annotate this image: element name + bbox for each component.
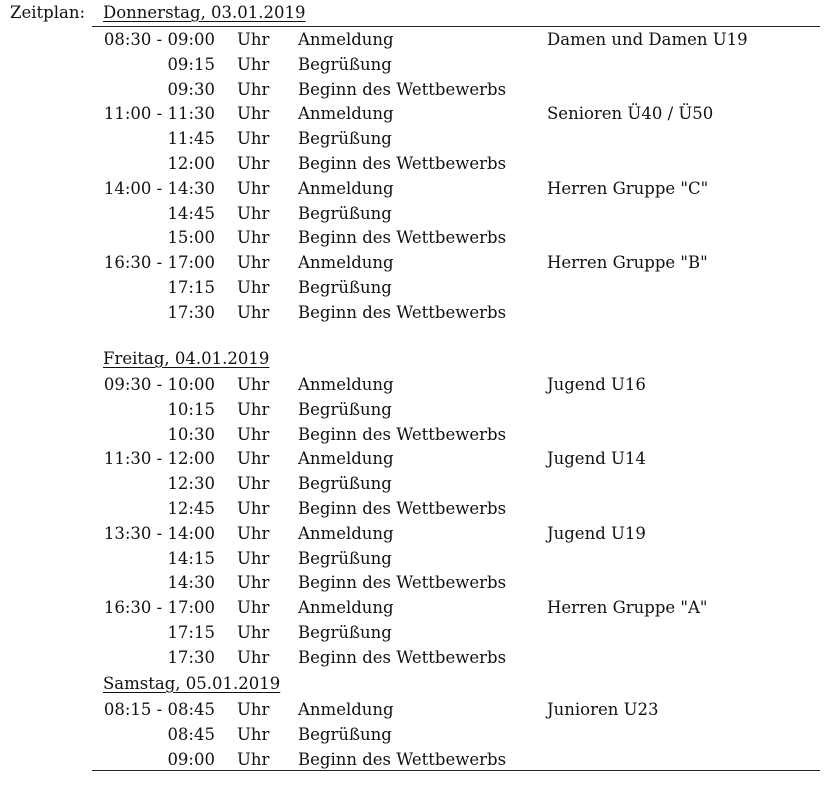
unit-cell: Uhr [237,400,270,419]
event-cell: Beginn des Wettbewerbs [298,80,507,99]
event-cell: Anmeldung [298,598,394,617]
time-cell: 09:30 [167,80,215,99]
time-cell: 08:45 [167,725,215,744]
time-cell: 11:00 - 11:30 [103,104,215,123]
group-cell: Herren Gruppe "A" [547,598,708,617]
time-cell: 10:30 [167,425,215,444]
unit-cell: Uhr [237,425,270,444]
time-cell: 08:15 - 08:45 [103,700,215,719]
schedule-label: Zeitplan: [10,3,85,22]
event-cell: Begrüßung [298,55,392,74]
time-cell: 14:00 - 14:30 [103,179,215,198]
unit-cell: Uhr [237,55,270,74]
event-cell: Beginn des Wettbewerbs [298,499,507,518]
unit-cell: Uhr [237,129,270,148]
unit-cell: Uhr [237,30,270,49]
time-cell: 12:00 [167,154,215,173]
event-cell: Begrüßung [298,129,392,148]
event-cell: Anmeldung [298,30,394,49]
unit-cell: Uhr [237,104,270,123]
event-cell: Beginn des Wettbewerbs [298,750,507,769]
unit-cell: Uhr [237,303,270,322]
unit-cell: Uhr [237,375,270,394]
event-cell: Beginn des Wettbewerbs [298,154,507,173]
day-heading: Samstag, 05.01.2019 [103,674,281,693]
group-cell: Senioren Ü40 / Ü50 [547,104,714,123]
event-cell: Anmeldung [298,700,394,719]
time-cell: 17:30 [167,303,215,322]
group-cell: Herren Gruppe "C" [547,179,709,198]
event-cell: Beginn des Wettbewerbs [298,573,507,592]
time-cell: 17:15 [167,623,215,642]
event-cell: Anmeldung [298,449,394,468]
event-cell: Begrüßung [298,549,392,568]
time-cell: 08:30 - 09:00 [103,30,215,49]
unit-cell: Uhr [237,499,270,518]
event-cell: Beginn des Wettbewerbs [298,228,507,247]
unit-cell: Uhr [237,80,270,99]
time-cell: 15:00 [167,228,215,247]
unit-cell: Uhr [237,648,270,667]
event-cell: Anmeldung [298,104,394,123]
time-cell: 16:30 - 17:00 [103,253,215,272]
unit-cell: Uhr [237,750,270,769]
event-cell: Begrüßung [298,204,392,223]
time-cell: 12:45 [167,499,215,518]
event-cell: Beginn des Wettbewerbs [298,303,507,322]
event-cell: Begrüßung [298,278,392,297]
time-cell: 09:15 [167,55,215,74]
group-cell: Jugend U16 [547,375,646,394]
unit-cell: Uhr [237,253,270,272]
event-cell: Begrüßung [298,623,392,642]
unit-cell: Uhr [237,598,270,617]
time-cell: 14:15 [167,549,215,568]
bottom-rule [92,770,820,771]
unit-cell: Uhr [237,549,270,568]
day-heading: Donnerstag, 03.01.2019 [103,3,306,22]
time-cell: 11:30 - 12:00 [103,449,215,468]
time-cell: 13:30 - 14:00 [103,524,215,543]
event-cell: Anmeldung [298,253,394,272]
time-cell: 14:45 [167,204,215,223]
unit-cell: Uhr [237,228,270,247]
unit-cell: Uhr [237,725,270,744]
unit-cell: Uhr [237,154,270,173]
event-cell: Begrüßung [298,725,392,744]
time-cell: 16:30 - 17:00 [103,598,215,617]
top-rule [92,26,820,27]
time-cell: 10:15 [167,400,215,419]
unit-cell: Uhr [237,474,270,493]
group-cell: Herren Gruppe "B" [547,253,708,272]
group-cell: Damen und Damen U19 [547,30,748,49]
unit-cell: Uhr [237,449,270,468]
time-cell: 11:45 [167,129,215,148]
time-cell: 09:00 [167,750,215,769]
event-cell: Beginn des Wettbewerbs [298,648,507,667]
unit-cell: Uhr [237,700,270,719]
unit-cell: Uhr [237,573,270,592]
unit-cell: Uhr [237,623,270,642]
event-cell: Anmeldung [298,179,394,198]
time-cell: 14:30 [167,573,215,592]
event-cell: Begrüßung [298,400,392,419]
unit-cell: Uhr [237,278,270,297]
unit-cell: Uhr [237,204,270,223]
day-heading: Freitag, 04.01.2019 [103,349,270,368]
time-cell: 17:30 [167,648,215,667]
event-cell: Anmeldung [298,524,394,543]
group-cell: Junioren U23 [547,700,659,719]
event-cell: Anmeldung [298,375,394,394]
time-cell: 17:15 [167,278,215,297]
event-cell: Begrüßung [298,474,392,493]
event-cell: Beginn des Wettbewerbs [298,425,507,444]
group-cell: Jugend U14 [547,449,646,468]
time-cell: 09:30 - 10:00 [103,375,215,394]
unit-cell: Uhr [237,179,270,198]
group-cell: Jugend U19 [547,524,646,543]
time-cell: 12:30 [167,474,215,493]
unit-cell: Uhr [237,524,270,543]
